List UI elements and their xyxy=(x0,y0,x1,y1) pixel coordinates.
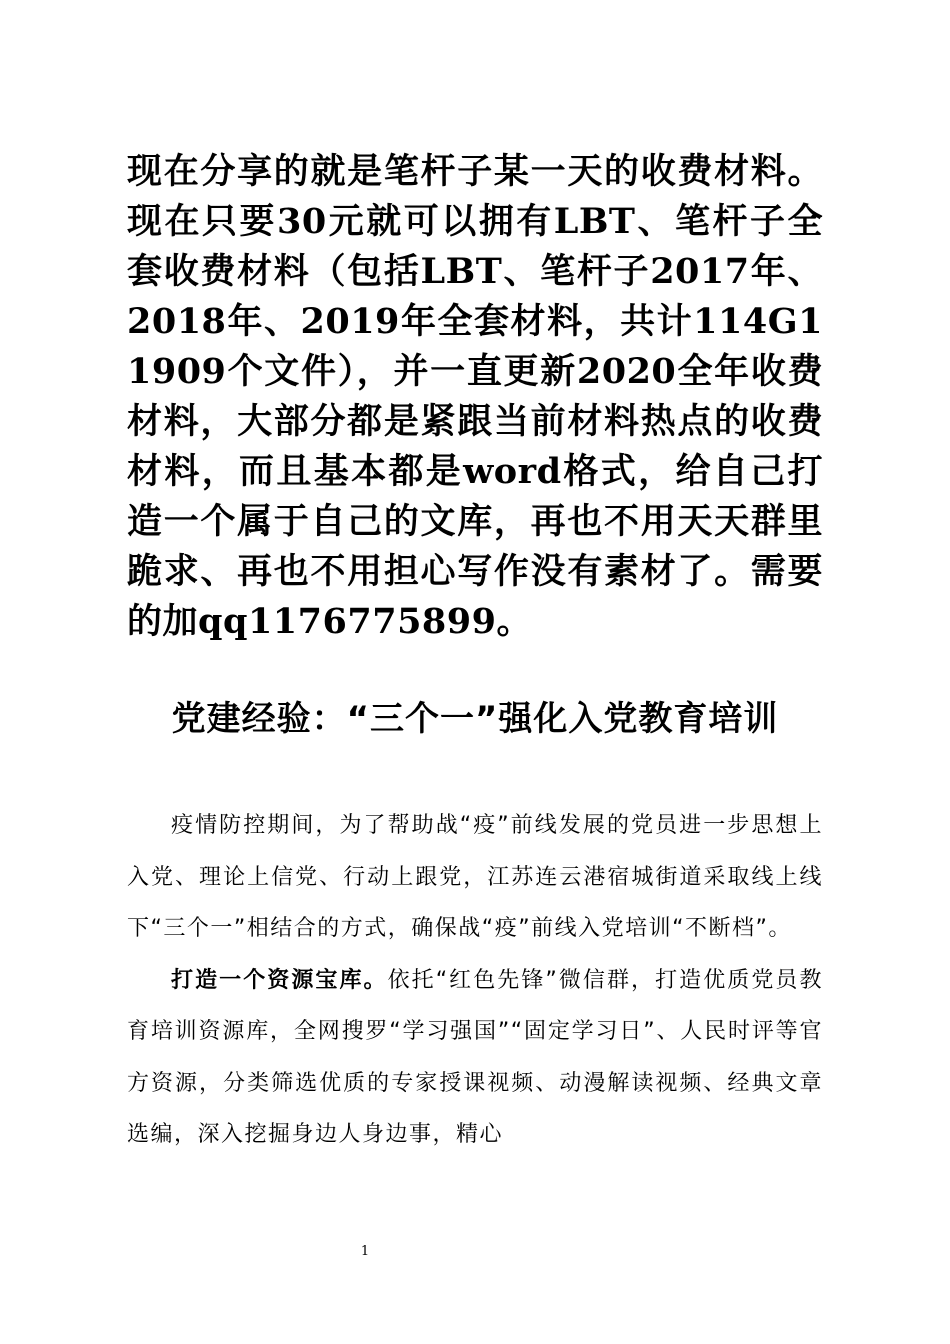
paragraph-lead: 打造一个资源宝库。 xyxy=(171,967,388,993)
page-number: 1 xyxy=(360,1244,370,1259)
paragraph-text: 疫情防控期间，为了帮助战“疫”前线发展的党员进一步思想上入党、理论上信党、行动上跟党，江苏连云港宿城街道采取线上线下“三个一”相结合的方式，确保战“疫”前线入党培训“不断档”。 xyxy=(127,813,824,941)
promo-paragraph: 现在分享的就是笔杆子某一天的收费材料。现在只要30元就可以拥有LBT、笔杆子全套收费材料（包括LBT、笔杆子2017年、2018年、2019年全套材料，共计114G11909个文件），并一直更新2020全年收费材料，大部分都是紧跟当前材料热点的收费材料，而且基本都是word格式，给自己打造一个属于自己的文库，再也不用天天群里跪求、再也不用担心写作没有素材了。需要的加qq1176775899。 xyxy=(127,151,823,642)
article-title: 党建经验：“三个一”强化入党教育培训 xyxy=(171,699,779,739)
body-paragraph-2 xyxy=(127,955,823,1161)
article-body xyxy=(127,800,823,1161)
paragraph-text: 依托“红色先锋”微信群，打造优质党员教育培训资源库，全网搜罗“学习强国”“固定学习日”、人民时评等官方资源，分类筛选优质的专家授课视频、动漫解读视频、经典文章选编，深入挖掘身边人身边事，精心 xyxy=(127,967,823,1147)
body-paragraph-1 xyxy=(127,800,823,955)
